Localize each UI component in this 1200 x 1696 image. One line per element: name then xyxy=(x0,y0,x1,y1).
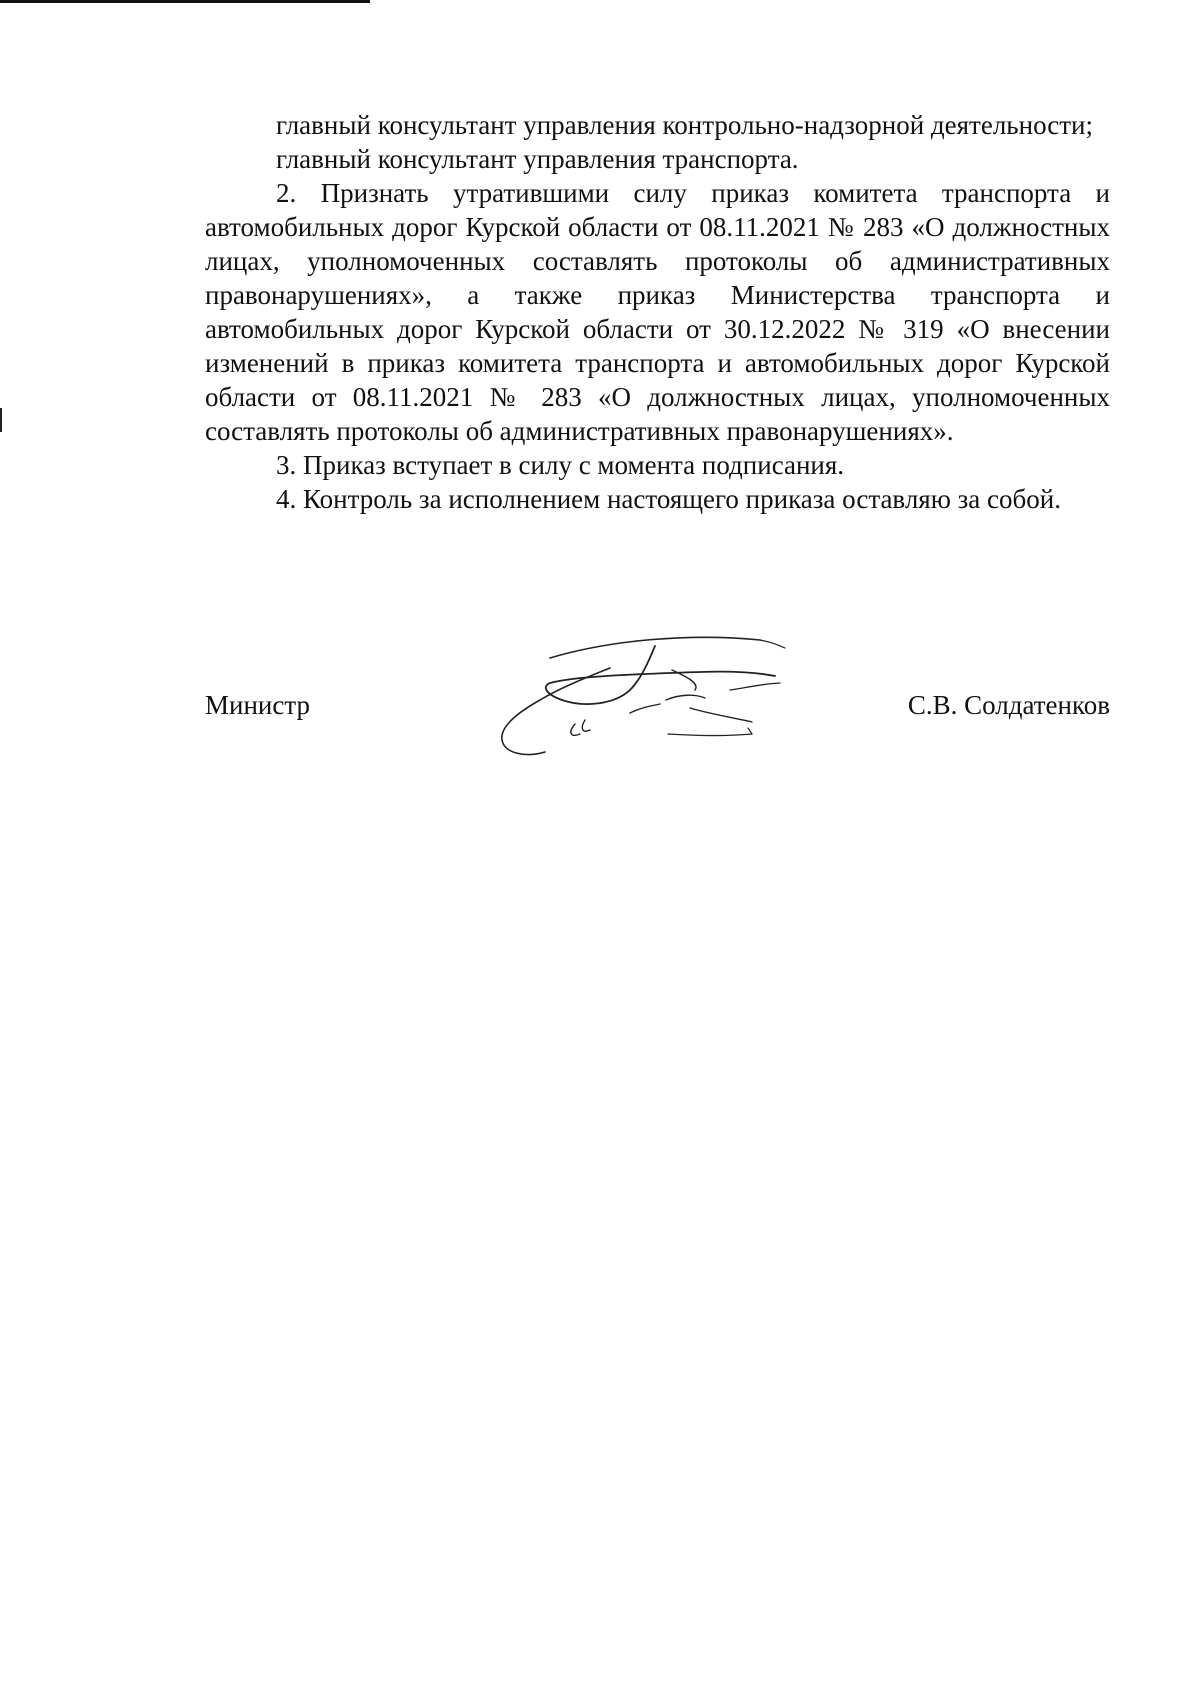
scan-edge-line xyxy=(0,0,370,3)
scan-edge-mark xyxy=(0,408,2,432)
document-body xyxy=(205,108,1110,516)
signatory-name: С.В. Солдатенков xyxy=(907,690,1110,720)
paragraph-position-transport: главный консультант управления транспорта. xyxy=(276,144,799,174)
paragraph-item-2: 2. Признать утратившими силу приказ комитета транспорта и автомобильных дорог Курской области от 08.11.2021 № 283 «О должностных лицах, уполномоченных составлять протоколы об административных правонарушениях», а также приказ Министерства транспорта и автомобильных дорог Курской области от 30.12.2022 № 319 «О внесении изменений в приказ комитета транспорта и автомобильных дорог Курской области от 08.11.2021 № 283 «О должностных лицах, уполномоченных составлять протоколы об административных правонарушениях». xyxy=(205,178,1110,446)
paragraph-item-3: 3. Приказ вступает в силу с момента подписания. xyxy=(276,450,845,480)
signature-block xyxy=(205,620,1110,760)
paragraph-position-kn: главный консультант управления контрольно-надзорной деятельности; xyxy=(276,110,1093,140)
signatory-position: Министр xyxy=(205,690,310,720)
handwritten-signature xyxy=(490,628,830,768)
paragraph-item-4: 4. Контроль за исполнением настоящего приказа оставляю за собой. xyxy=(276,484,1061,514)
